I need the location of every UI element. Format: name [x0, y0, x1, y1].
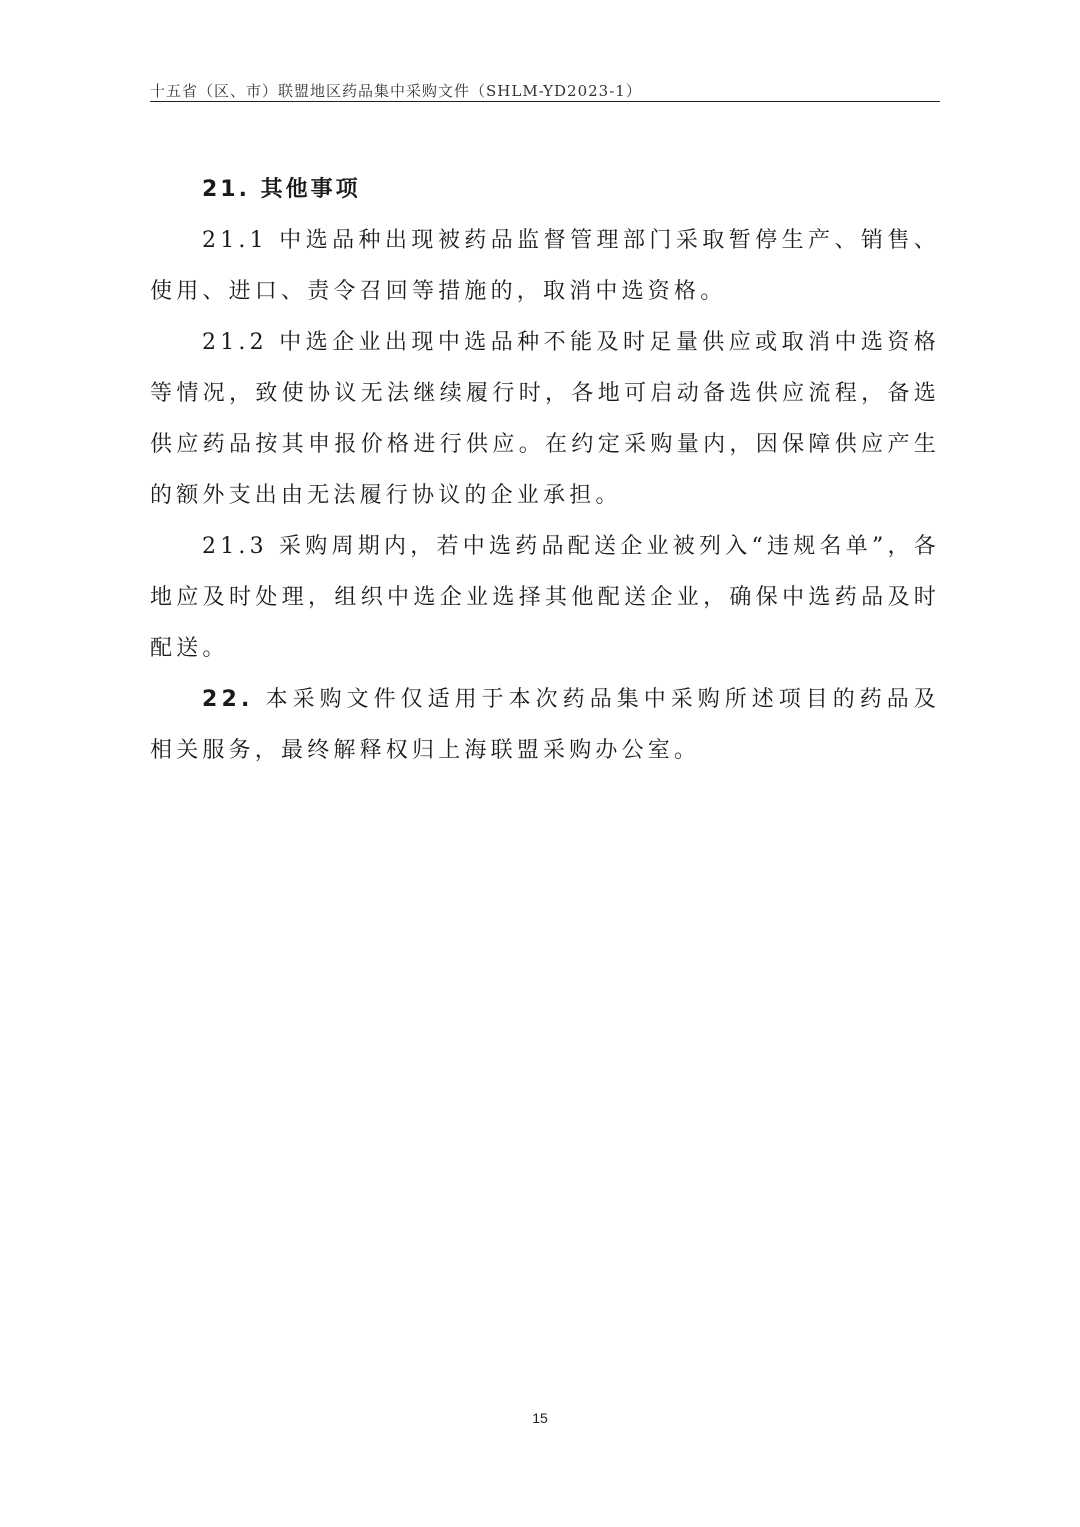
- document-header: 十五省（区、市）联盟地区药品集中采购文件（SHLM-YD2023-1）: [150, 82, 642, 100]
- document-body: [150, 164, 940, 776]
- section-21-2-paragraph: 21.2 中选企业出现中选品种不能及时足量供应或取消中选资格等情况，致使协议无法继续履行时，各地可启动备选供应流程，备选供应药品按其申报价格进行供应。在约定采购量内，因保障供应产生的额外支出由无法履行协议的企业承担。: [150, 330, 940, 508]
- section-22-number: 22.: [202, 687, 254, 712]
- header-divider: [150, 101, 940, 102]
- section-21-1-paragraph: 21.1 中选品种出现被药品监督管理部门采取暂停生产、销售、使用、进口、责令召回等措施的，取消中选资格。: [150, 228, 940, 304]
- section-21-heading: 21. 其他事项: [202, 177, 361, 202]
- section-22-paragraph: [150, 674, 940, 776]
- section-21-3-paragraph: 21.3 采购周期内，若中选药品配送企业被列入“违规名单”，各地应及时处理，组织中选企业选择其他配送企业，确保中选药品及时配送。: [150, 534, 940, 661]
- page-number: 15: [532, 1410, 548, 1426]
- section-22-text: 本采购文件仅适用于本次药品集中采购所述项目的药品及相关服务，最终解释权归上海联盟采购办公室。: [150, 687, 940, 763]
